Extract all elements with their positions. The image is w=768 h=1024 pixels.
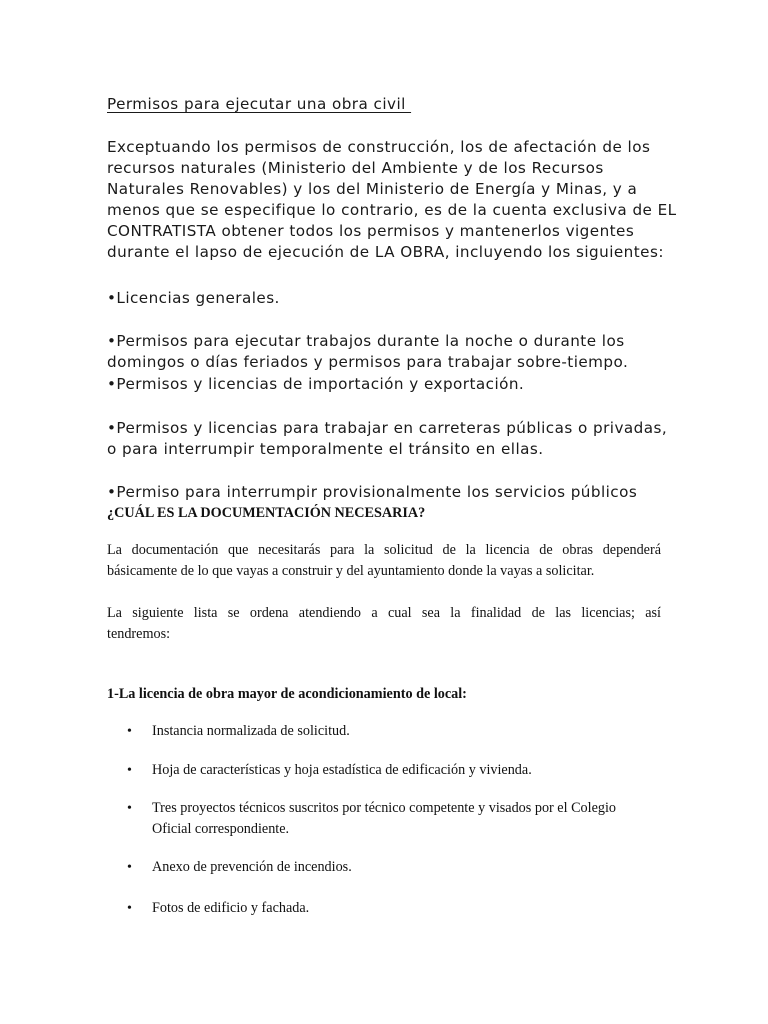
bullet-icon: • [127, 860, 132, 875]
paragraph-line: tendremos: [107, 626, 171, 642]
intro-paragraph [107, 137, 677, 263]
documentation-paragraph [107, 540, 661, 582]
permit-item-servicios: •Permiso para interrumpir provisionalmente los servicios públicos [107, 483, 638, 501]
intro-line: Exceptuando los permisos de construcción, los de afectación de los [107, 138, 651, 156]
paragraph-line: La siguiente lista se ordena atendiendo a cual sea la finalidad de las licencias; así [107, 605, 661, 621]
bullet-icon: • [127, 801, 132, 816]
list-item-text: Instancia normalizada de solicitud. [152, 723, 350, 739]
section-heading: ¿CUÁL ES LA DOCUMENTACIÓN NECESARIA? [107, 505, 426, 521]
permit-item-noche-cont: domingos o días feriados y permisos para trabajar sobre-tiempo. [107, 353, 629, 371]
list-item-text: Fotos de edificio y fachada. [152, 900, 310, 916]
permit-item-licencias: •Licencias generales. [107, 289, 280, 307]
bullet-icon: • [127, 763, 132, 778]
paragraph-line: La documentación que necesitarás para la solicitud de la licencia de obras dependerá [107, 542, 661, 558]
page-title: Permisos para ejecutar una obra civil [107, 95, 412, 113]
intro-line: CONTRATISTA obtener todos los permisos y mantenerlos vigentes [107, 222, 635, 240]
list-item-text: Tres proyectos técnicos suscritos por técnico competente y visados por el Colegio [152, 800, 617, 816]
list-item-text: Hoja de características y hoja estadística de edificación y vivienda. [152, 762, 532, 778]
intro-line: recursos naturales (Ministerio del Ambiente y de los Recursos [107, 159, 604, 177]
bullet-icon: • [127, 724, 132, 739]
intro-line: durante el lapso de ejecución de LA OBRA, incluyendo los siguientes: [107, 243, 664, 261]
list-item-text: Oficial correspondiente. [152, 821, 290, 837]
list-item-text: Anexo de prevención de incendios. [152, 859, 352, 875]
paragraph-line: básicamente de lo que vayas a construir y del ayuntamiento donde la vayas a solicitar. [107, 563, 595, 579]
intro-line: menos que se especifique lo contrario, es de la cuenta exclusiva de EL [107, 201, 677, 219]
permit-item-importacion: •Permisos y licencias de importación y exportación. [107, 375, 525, 393]
permit-item-carreteras-cont: o para interrumpir temporalmente el tránsito en ellas. [107, 440, 544, 458]
intro-line: Naturales Renovables) y los del Ministerio de Energía y Minas, y a [107, 180, 638, 198]
subsection-heading: 1-La licencia de obra mayor de acondicionamiento de local: [107, 686, 467, 702]
permit-item-noche: •Permisos para ejecutar trabajos durante la noche o durante los [107, 332, 625, 350]
permit-item-carreteras: •Permisos y licencias para trabajar en carreteras públicas o privadas, [107, 419, 668, 437]
list-intro-paragraph [107, 603, 661, 645]
bullet-icon: • [127, 901, 132, 916]
